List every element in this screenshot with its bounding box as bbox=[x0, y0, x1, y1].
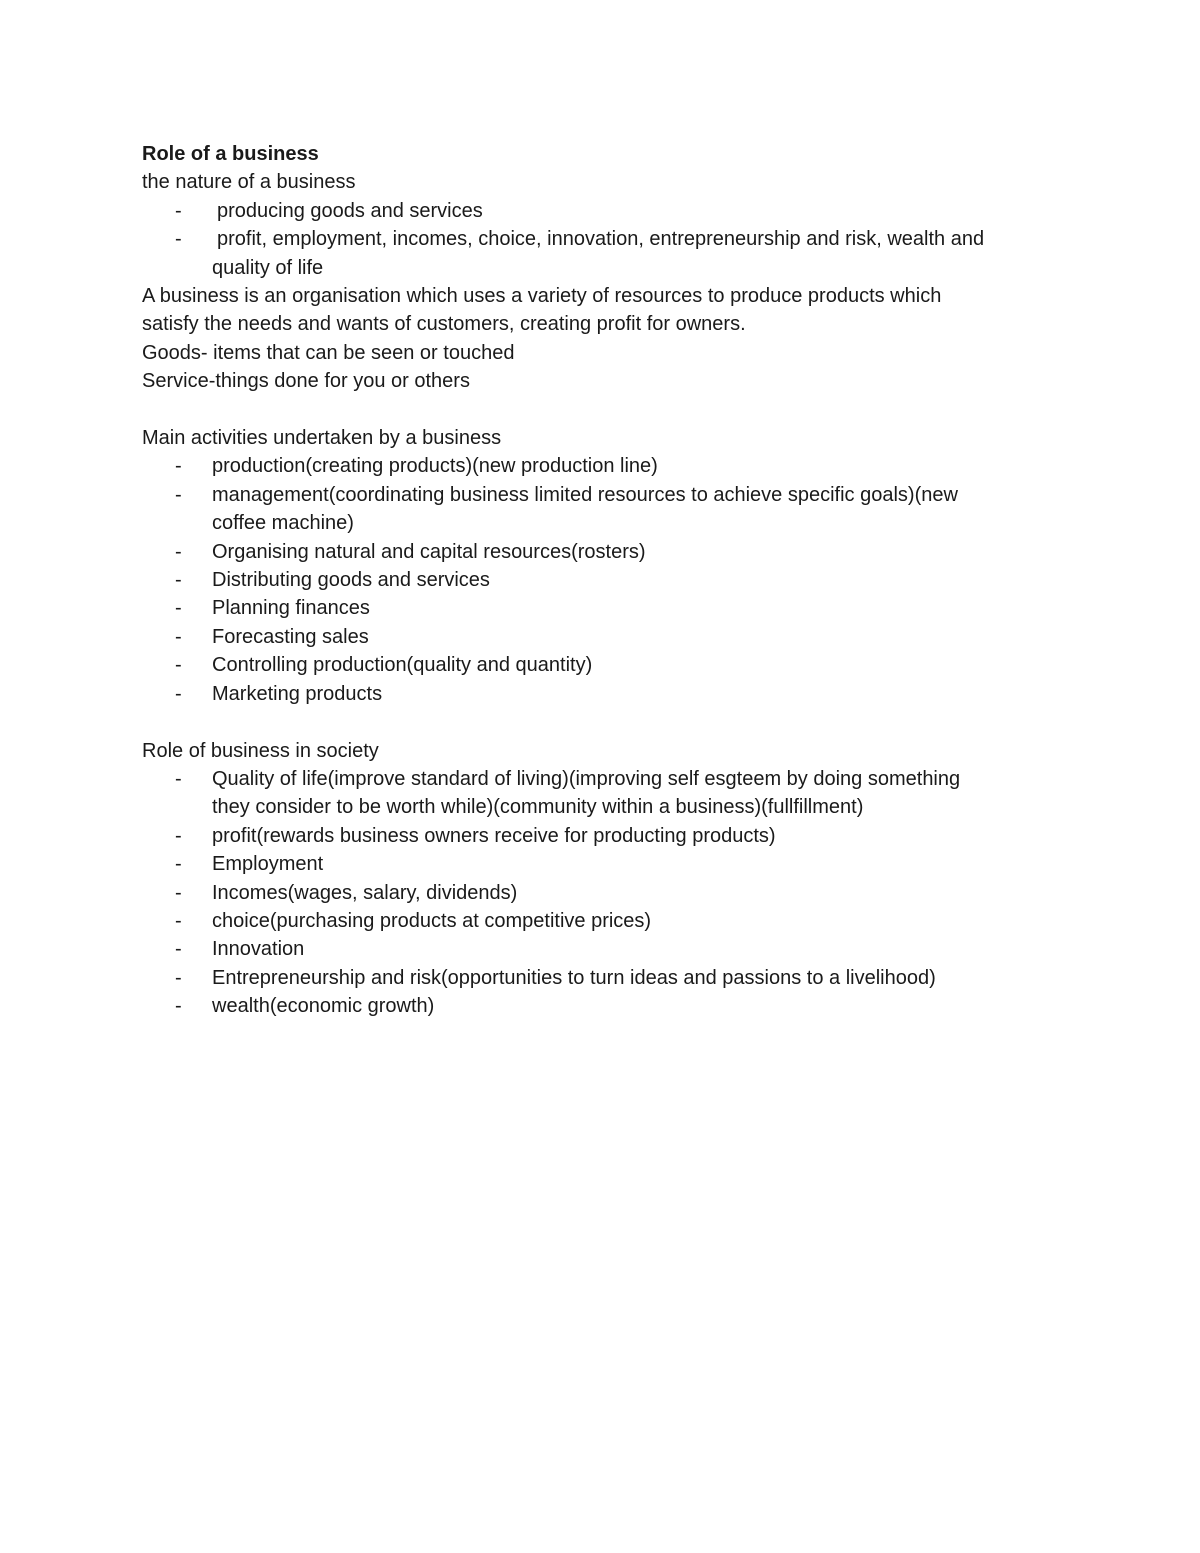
list-item-text: management(coordinating business limited resources to achieve specific goals)(new bbox=[212, 483, 958, 506]
list-item bbox=[142, 481, 1062, 538]
dash-bullet: - bbox=[175, 767, 182, 790]
list-item-text-continued: coffee machine) bbox=[212, 512, 354, 535]
nature-list bbox=[142, 197, 1062, 282]
list-item bbox=[142, 225, 1062, 282]
list-item bbox=[142, 765, 1062, 822]
list-item-text-continued: they consider to be worth while)(community within a business)(fullfillment) bbox=[212, 796, 864, 819]
nature-heading: the nature of a business bbox=[142, 171, 356, 194]
list-item-text: profit, employment, incomes, choice, innovation, entrepreneurship and risk, wealth and bbox=[217, 228, 985, 251]
dash-bullet: - bbox=[175, 625, 182, 648]
list-item bbox=[142, 566, 1062, 594]
list-item-text: Employment bbox=[212, 853, 324, 876]
dash-bullet: - bbox=[175, 455, 182, 478]
document-title: Role of a business bbox=[142, 143, 319, 165]
list-item-text: profit(rewards business owners receive for producting products) bbox=[212, 824, 776, 847]
activities-heading: Main activities undertaken by a business bbox=[142, 427, 502, 450]
list-item bbox=[142, 822, 1062, 850]
list-item-text: wealth(economic growth) bbox=[212, 995, 435, 1018]
dash-bullet: - bbox=[175, 540, 182, 563]
dash-bullet: - bbox=[175, 597, 182, 620]
definition-line: satisfy the needs and wants of customers, creating profit for owners. bbox=[142, 313, 746, 336]
list-item-text: Planning finances bbox=[212, 597, 370, 620]
list-item bbox=[142, 907, 1062, 935]
list-item bbox=[142, 594, 1062, 622]
list-item bbox=[142, 879, 1062, 907]
dash-bullet: - bbox=[175, 569, 182, 592]
list-item bbox=[142, 623, 1062, 651]
list-item-text: Quality of life(improve standard of living)(improving self esgteem by doing something bbox=[212, 767, 961, 790]
dash-bullet: - bbox=[175, 881, 182, 904]
dash-bullet: - bbox=[175, 654, 182, 677]
society-list bbox=[142, 765, 1062, 1021]
society-heading: Role of business in society bbox=[142, 739, 379, 762]
service-definition: Service-things done for you or others bbox=[142, 370, 470, 393]
dash-bullet: - bbox=[175, 938, 182, 961]
dash-bullet: - bbox=[175, 228, 182, 251]
list-item bbox=[142, 651, 1062, 679]
list-item-text: Incomes(wages, salary, dividends) bbox=[212, 881, 518, 904]
list-item-text: choice(purchasing products at competitive prices) bbox=[212, 909, 652, 932]
list-item bbox=[142, 538, 1062, 566]
list-item-text: Marketing products bbox=[212, 682, 383, 705]
dash-bullet: - bbox=[175, 483, 182, 506]
list-item-text: Organising natural and capital resources(rosters) bbox=[212, 540, 646, 563]
list-item bbox=[142, 935, 1062, 963]
definition-line: A business is an organisation which uses a variety of resources to produce products which bbox=[142, 285, 942, 308]
list-item bbox=[142, 452, 1062, 480]
dash-bullet: - bbox=[175, 853, 182, 876]
list-item bbox=[142, 964, 1062, 992]
blank-line bbox=[142, 708, 1062, 736]
dash-bullet: - bbox=[175, 966, 182, 989]
list-item-text: production(creating products)(new production line) bbox=[212, 455, 658, 478]
list-item-text: Forecasting sales bbox=[212, 625, 369, 648]
list-item bbox=[142, 680, 1062, 708]
activities-list bbox=[142, 452, 1062, 708]
list-item-text: Distributing goods and services bbox=[212, 569, 490, 592]
goods-definition: Goods- items that can be seen or touched bbox=[142, 341, 515, 364]
dash-bullet: - bbox=[175, 682, 182, 705]
dash-bullet: - bbox=[175, 995, 182, 1018]
list-item bbox=[142, 850, 1062, 878]
dash-bullet: - bbox=[175, 909, 182, 932]
list-item-text: producing goods and services bbox=[217, 199, 483, 222]
list-item-text: Entrepreneurship and risk(opportunities to turn ideas and passions to a livelihood) bbox=[212, 966, 936, 989]
list-item-text-continued: quality of life bbox=[212, 256, 324, 279]
list-item-text: Controlling production(quality and quantity) bbox=[212, 654, 593, 677]
document-body bbox=[142, 140, 1062, 1021]
blank-line bbox=[142, 396, 1062, 424]
dash-bullet: - bbox=[175, 199, 182, 222]
list-item bbox=[142, 197, 1062, 225]
list-item bbox=[142, 992, 1062, 1020]
dash-bullet: - bbox=[175, 824, 182, 847]
list-item-text: Innovation bbox=[212, 938, 305, 961]
